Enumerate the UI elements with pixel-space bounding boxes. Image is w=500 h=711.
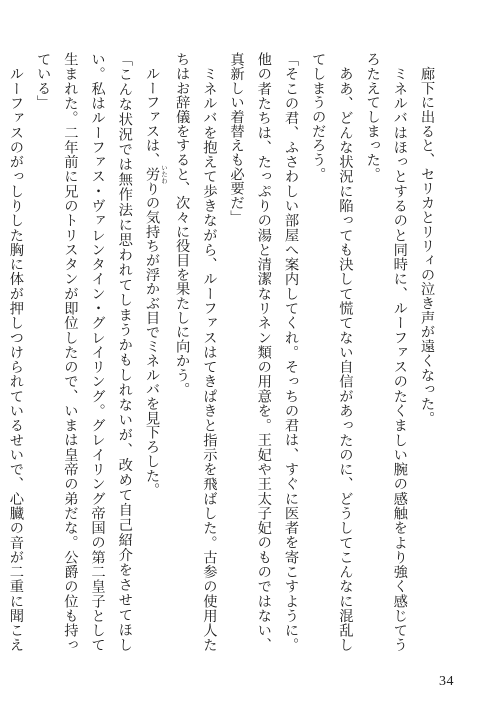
page-number: 34	[439, 674, 454, 689]
paragraph-3: ああ、どんな状況に陥っても決して慌てない自信があったのに、どうしてこんなに混乱してしまうのだろう。	[310, 52, 354, 653]
paragraph-6: ルーファスは、労 いたわりの気持ちが浮かぶ目でミネルバを見下ろした。	[143, 66, 168, 497]
paragraph-4-dialogue: 「そこの君、ふさわしい部屋へ案内してくれ。そっちの君は、すぐに医者を寄こすように。他の者たちは、たっぷりの湯と清潔なリネン類の用意を。王妃や王太子妃のものではない、真新しい着替えも必要だ」	[228, 52, 299, 652]
paragraph-8: ルーファスのがっしりした胸に体が押しつけられているせいで、心臓の音が二重に聞こえ	[7, 66, 24, 653]
paragraph-1: 廊下に出ると、セリカとリリィの泣き声が遠くなった。	[419, 66, 435, 426]
vertical-text-body	[7, 52, 440, 653]
ruby-annotation: 労 いたわ	[143, 164, 168, 184]
paragraph-7-dialogue: 「こんな状況では無作法に思われてしまうかもしれないが、改めて自己紹介をさせてほしい。私はルーファス・ヴァレンタイン・グレイリング。グレイリング帝国の第二皇子として生まれた。二年前に兄のトリスタンが即位したので、いまは皇帝の弟だな。公爵の位も持っている」	[35, 52, 133, 652]
paragraph-2: ミネルバはほっとするのと同時に、ルーファスのたくましい腕の感触をより強く感じてうろたえてしまった。	[364, 52, 408, 653]
paragraph-5: ミネルバを抱えて歩きながら、ルーファスはてきぱきと指示を飛ばした。古参の使用人たちはお辞儀をすると、次々に役目を果たしに向かう。	[174, 52, 218, 653]
